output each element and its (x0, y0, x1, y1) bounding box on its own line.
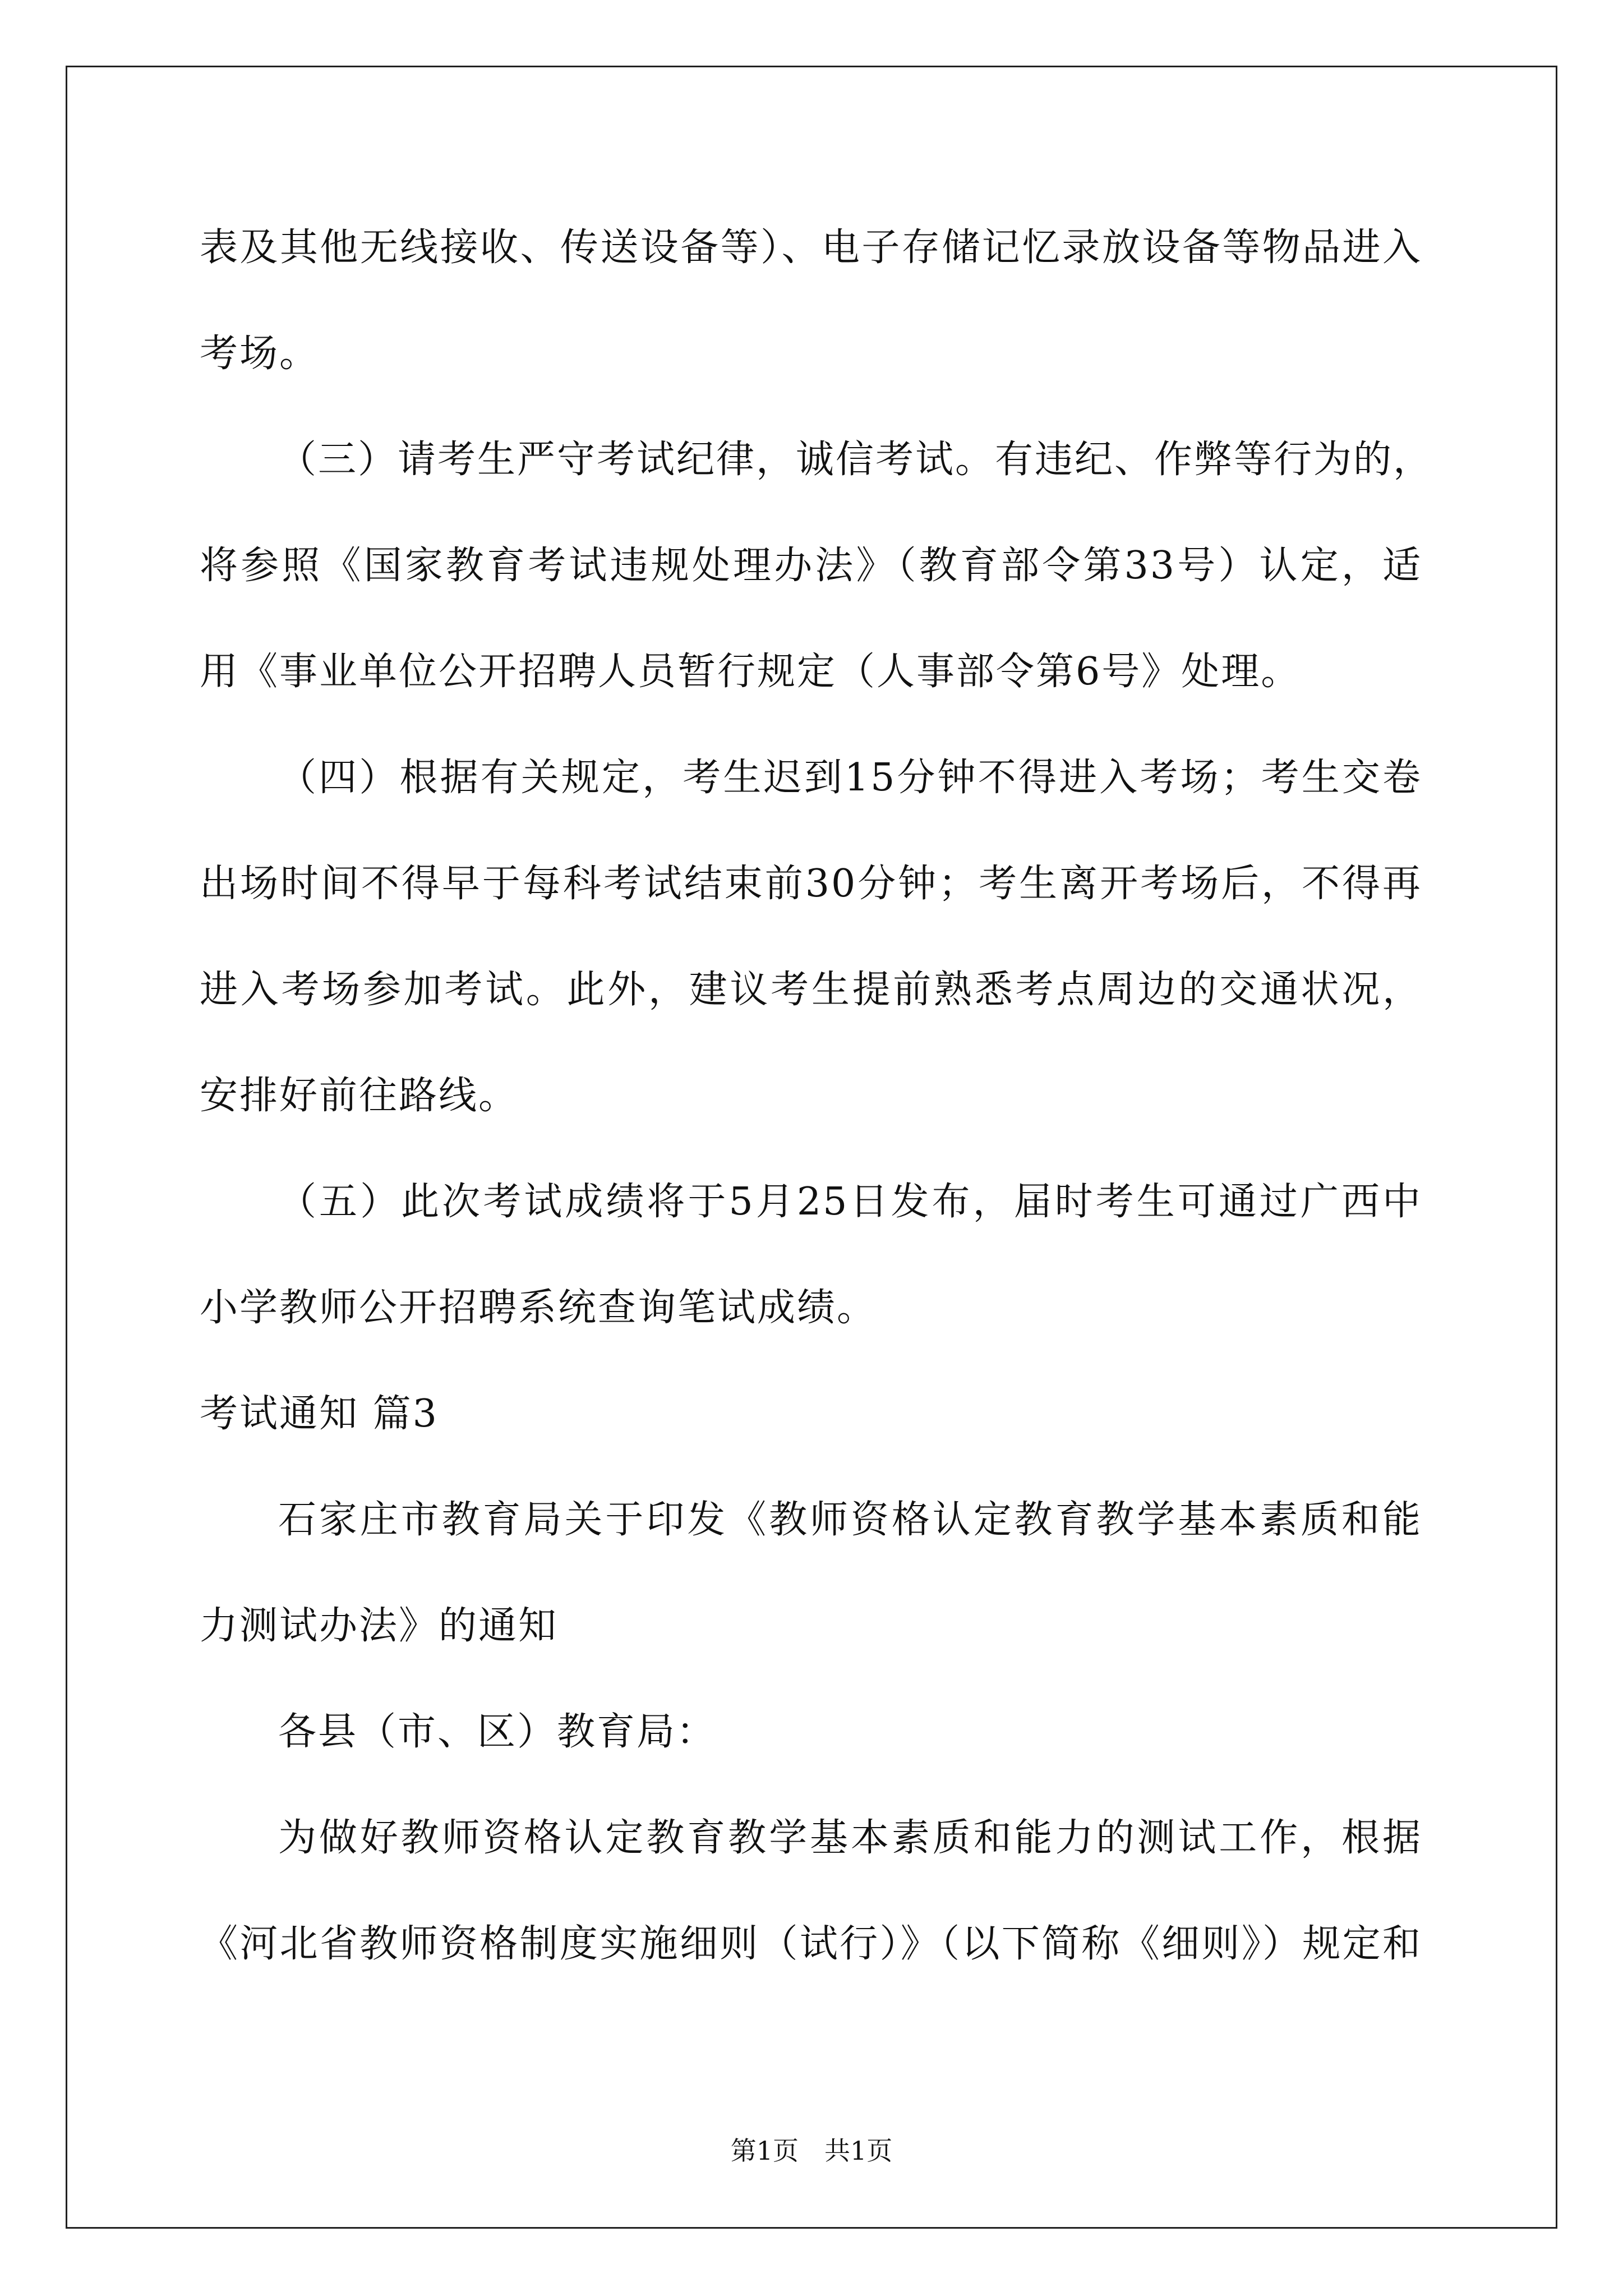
page-border (66, 66, 1557, 2229)
body-line: 小学教师公开招聘系统查询笔试成绩。 (200, 1286, 877, 1330)
body-line: 考场。 (200, 332, 320, 376)
paragraph-four-line: （四）根据有关规定，考生迟到15分钟不得进入考场；考生交卷 (278, 756, 1422, 800)
notice-title-line: 石家庄市教育局关于印发《教师资格认定教育教学基本素质和能 (278, 1498, 1422, 1542)
body-line: 表及其他无线接收、传送设备等）、电子存储记忆录放设备等物品进入 (200, 226, 1422, 270)
section-heading: 考试通知 篇3 (200, 1392, 439, 1436)
body-line: 安排好前往路线。 (200, 1074, 519, 1118)
body-line: 《河北省教师资格制度实施细则（试行）》（以下简称《细则》）规定和 (200, 1922, 1422, 1966)
salutation: 各县（市、区）教育局： (278, 1710, 717, 1754)
notice-title-line: 力测试办法》的通知 (200, 1604, 559, 1648)
body-line: 进入考场参加考试。此外，建议考生提前熟悉考点周边的交通状况， (200, 968, 1422, 1012)
body-line: 用《事业单位公开招聘人员暂行规定（人事部令第6号》处理。 (200, 650, 1301, 694)
body-line: 将参照《国家教育考试违规处理办法》（教育部令第33号）认定，适 (200, 544, 1422, 588)
page-number-footer: 第1页 共1页 (730, 2136, 893, 2166)
paragraph-three-line: （三）请考生严守考试纪律，诚信考试。有违纪、作弊等行为的， (278, 438, 1433, 482)
paragraph-five-line: （五）此次考试成绩将于5月25日发布，届时考生可通过广西中 (278, 1180, 1422, 1224)
body-line: 为做好教师资格认定教育教学基本素质和能力的测试工作，根据 (278, 1816, 1422, 1860)
body-line: 出场时间不得早于每科考试结束前30分钟；考生离开考场后，不得再 (200, 862, 1422, 906)
